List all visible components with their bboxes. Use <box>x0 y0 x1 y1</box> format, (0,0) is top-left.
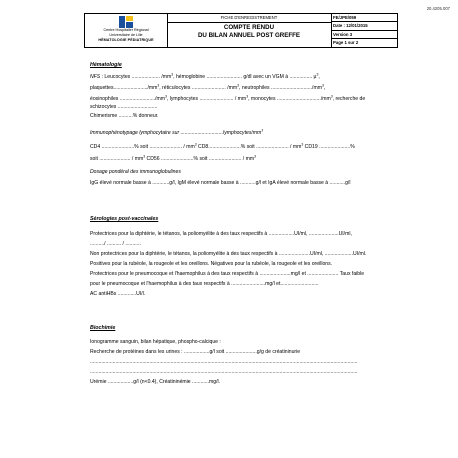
nfs-line-2: $plaquettes......................../mm^3$, réticulocytes ........................ $/mm^3$, neutrophiles $............................./mm^3$, <box>90 83 326 91</box>
section-serologies: Sérologies post-vaccinales <box>90 216 159 222</box>
meta-cell <box>331 14 397 47</box>
logo-line-1: Centre Hospitalier Régional <box>103 28 149 32</box>
cd-line-2: soit ...................... / $mm^3$ CD56 .......................% soit ....................... / $mm^3$ <box>90 154 256 162</box>
section-biochimie: Biochimie <box>90 325 116 331</box>
serologie-line-2: ........../ .......... / ........... <box>90 241 141 247</box>
serologie-line-6: pour le pneumocoque et l'haemophilus à des taux respectifs à ........................mg/l et........................... <box>90 281 319 287</box>
document-title <box>167 24 331 40</box>
schizocytes-field: schizocytes ............................ <box>90 104 158 110</box>
title-line-2: DU BILAN ANNUEL POST GREFFE <box>197 32 301 39</box>
nfs-label: NFS <box>90 74 101 80</box>
leucocytes-field: : Leucocytes .................... /mm <box>100 74 172 80</box>
monocytes-field: , monocytes .............................../mm <box>248 96 331 102</box>
chimerisme-field: Chimerisme ..........% donneur. <box>90 113 159 119</box>
lymphocytes-field: , lymphocytes ........................ / mm <box>166 96 247 102</box>
sep: , <box>318 74 320 80</box>
page-number: Page 1 sur 2 <box>333 39 359 45</box>
recherche-label: , recherche de <box>332 96 366 102</box>
form-type: FICHE D'ENREGISTREMENT <box>167 14 331 23</box>
title-line-1: COMPTE RENDU <box>223 24 275 31</box>
immuno-label: Immunophénotypage lymphocytaire sur ..............................lymphocytes/mm <box>90 130 262 136</box>
sep: , <box>323 85 326 91</box>
cd56-field: CD56 .......................% soit ....................... / mm <box>145 156 255 162</box>
serologie-line-5: Protectrices pour le pneumocoque et l'haemophilus à des taux respectifs à ......................mg/l et ...................... Taux faible <box>90 271 365 277</box>
document-date: Date : 12/01/2015 <box>331 22 397 30</box>
plaquettes-field: plaquettes......................../mm <box>90 85 158 91</box>
dotted-line-2: ............................................................................................................................................................................................. <box>90 369 358 375</box>
document-version: Version 3 <box>331 31 397 39</box>
dosage-heading: Dosage pondéral des immunoglobulines <box>90 169 181 175</box>
document-reference: 20.4205.007 <box>426 6 450 11</box>
eosinophiles-field: éosinophiles ........................./mm <box>90 96 166 102</box>
immunoglobulines-line: IgG élevé normale basse à ............g/l, IgM élevé normale basse à ...........g/l et IgA élevé normale basse à ...........g/l <box>90 180 351 186</box>
cd-line-1: CD4 .......................% soit ....................... / $mm^3$ CD8.......................% soit ....................... / $mm^3$ CD19 ......................% <box>90 142 355 150</box>
department-name: HÉMATOLOGIE PÉDIATRIQUE <box>98 38 154 42</box>
cd8-field: CD8.......................% soit ....................... / mm <box>196 144 302 150</box>
serologie-line-4: Positives pour la rubéole, la rougeole et les oreillons. Négatives pour la rubéole, la rougeole et les oreillons. <box>90 261 333 267</box>
document-code: FE/JPE/059 <box>331 14 397 22</box>
serologie-line-1: Protectrices pour la diphtérie, le tétanos, la poliomyélite à des taux respectifs à ..................UI/ml, .....................UI/ml, <box>90 231 352 237</box>
cd4-field: CD4 .......................% soit ....................... / mm <box>90 144 195 150</box>
immunophenotypage-line: Immunophénotypage lymphocytaire sur $..............................lymphocytes/mm^3$ <box>90 128 264 136</box>
serologie-line-3: Non protectrices pour la diphtérie, le tétanos, la poliomyélite à des taux respectifs à ......................UI/ml, ....................UI/ml. <box>90 251 367 257</box>
uremie-creatininemie-field: Urémie ..................g/l (n<0.4), Créatininémie ............mg/l. <box>90 379 221 385</box>
cd19-field: CD19 ......................% <box>303 144 355 150</box>
ac-antihbs-field: AC antiHBs .............UI/l. <box>90 291 146 297</box>
chru-lille-logo-icon <box>119 16 133 28</box>
section-hematologie: Hématologie <box>90 62 122 68</box>
dotted-line-1: ............................................................................................................................................................................................. <box>90 359 358 365</box>
neutrophiles-field: , neutrophiles ............................./mm <box>239 85 322 91</box>
logo-line-2: Universitaire de Lille <box>109 32 143 37</box>
proteines-urines-field: Recherche de protéines dans les urines : ..................g/l soit ......................g/g de créatininurie <box>90 349 301 355</box>
nfs-line-1: NFS : Leucocytes .................... $/mm^3$, hémoglobine ......................... g/dl avec un VGM à ................ µ$^3$, <box>90 72 320 80</box>
hemoglobine-field: , hémoglobine ......................... g/dl avec un VGM à ................ µ <box>173 74 317 80</box>
nfs-line-3: éosinophiles $........................./mm^3$, lymphocytes ........................ / $mm^3$, monocytes $.............................../mm^3$, recherche de <box>90 94 366 102</box>
logo-cell <box>85 14 168 47</box>
biochimie-line-1: Ionogramme sanguin, bilan hépatique, phospho-calcique : <box>90 339 221 345</box>
title-cell <box>167 14 332 47</box>
reticulocytes-field: , réticulocytes ........................ /mm <box>159 85 238 91</box>
cd19-count-field: soit ...................... / mm <box>90 156 144 162</box>
document-header <box>84 13 398 48</box>
